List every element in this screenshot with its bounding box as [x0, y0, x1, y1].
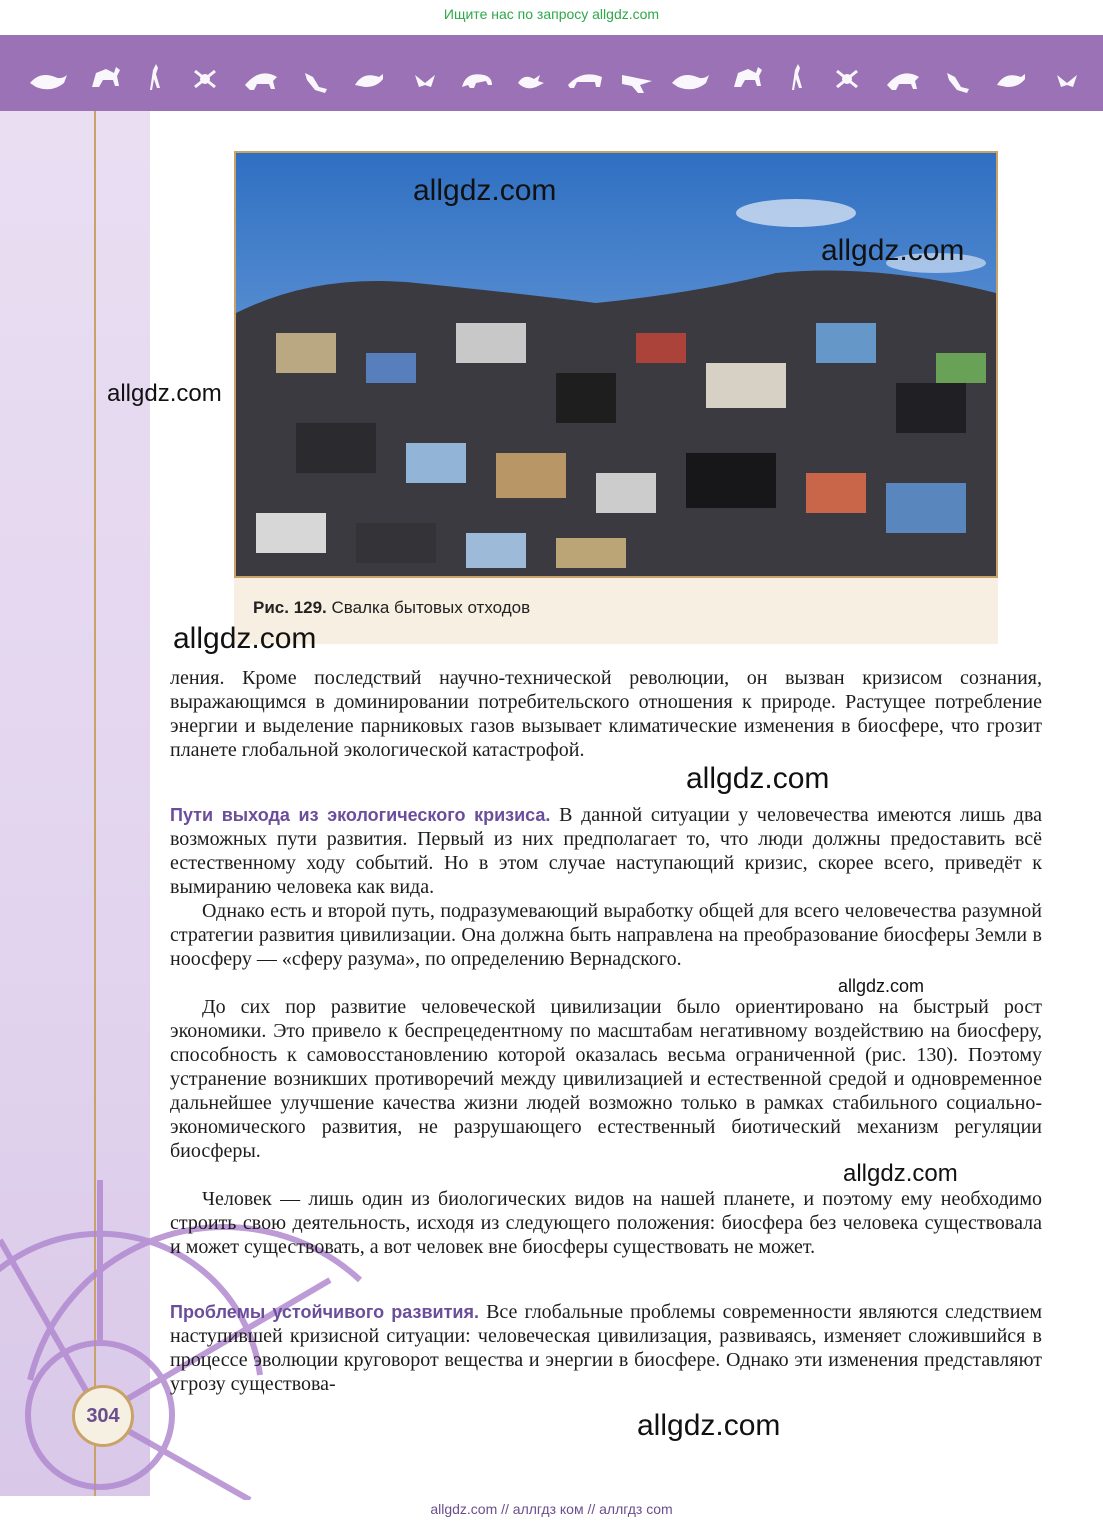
page-number: 304 — [72, 1385, 134, 1447]
caption-label: Рис. 129. — [253, 598, 327, 617]
paragraph-4: До сих пор развитие человеческой цивилизации было ориентировано на быстрый рост экономики. Это привело к беспрецедентному по масштабам негативному воздействию на биосферу, способность к самовосстановлению которой оказалась весьма ограниченной (рис. 130). Поэтому устранение возникших противоречий между цивилизацией и естественной средой и одновременное дальнейшее улучшение качества жизни людей возможно только в рамках стабильного социально-экономического развития, не разрушающего естественный биотический механизм регуляции биосферы. — [170, 996, 1042, 1162]
heading-sustainable-development: Проблемы устойчивого развития. — [170, 1302, 479, 1322]
watermark: allgdz.com — [637, 1409, 781, 1442]
watermark: allgdz.com — [107, 380, 222, 407]
paragraph-5: Человек — лишь один из биологических видов на нашей планете, и поэтому ему необходимо строить свою деятельность, исходя из следующего положения: биосфера без человека существовала и может существовать, а вот человек вне биосферы существовать не может. — [170, 1188, 1042, 1258]
top-note: Ищите нас по запросу allgdz.com — [443, 6, 660, 22]
paragraph-2-body: В данной ситуации у человечества имеются лишь два возможных пути развития. Первый из них предполагает то, что люди должны предоставить всё естественному ходу событий. Но в этом случае наступающий кризис, скорее всего, приведёт к вымиранию человека как вида. — [170, 804, 1043, 898]
watermark: allgdz.com — [843, 1160, 958, 1187]
landfill-image-icon — [236, 153, 996, 576]
animal-silhouettes-icon — [0, 35, 1103, 111]
heading-crisis-exit: Пути выхода из экологического кризиса. — [170, 805, 551, 825]
watermark: allgdz.com — [173, 622, 317, 655]
paragraph-1: ления. Кроме последствий научно-технической революции, он вызван кризисом сознания, выражающимся в доминировании потребительского отношения к природе. Растущее потребление энергии и выделение парниковых газов вызывает климатические изменения в биосфере, что грозит планете глобальной экологической катастрофой. — [170, 667, 1042, 761]
paragraph-2 — [170, 803, 1042, 899]
bottom-note: allgdz.com // аллгдз ком // аллгдз com — [430, 1501, 673, 1517]
caption-text: Свалка бытовых отходов — [331, 598, 531, 617]
watermark: allgdz.com — [686, 762, 830, 795]
paragraph-6-body: Все глобальные проблемы современности являются следствием наступившей кризисной ситуации: человеческая цивилизация, развиваясь, изменяет сложившийся в процессе эволюции круговорот вещества и энергии в биосфере. Однако эти изменения представляют угрозу существова- — [170, 1301, 1042, 1395]
landfill-photo — [234, 151, 998, 578]
paragraph-6 — [170, 1300, 1042, 1396]
watermark: allgdz.com — [413, 174, 557, 207]
header-banner — [0, 35, 1103, 111]
watermark: allgdz.com — [838, 976, 925, 996]
paragraph-3: Однако есть и второй путь, подразумевающий выработку общей для всего человечества разумной стратегии развития цивилизации. Она должна быть направлена на преобразование биосферы Земли в ноосферу — «сферу разума», по определению Вернадского. — [170, 900, 1042, 970]
figure-caption — [253, 598, 530, 618]
watermark: allgdz.com — [821, 234, 965, 267]
